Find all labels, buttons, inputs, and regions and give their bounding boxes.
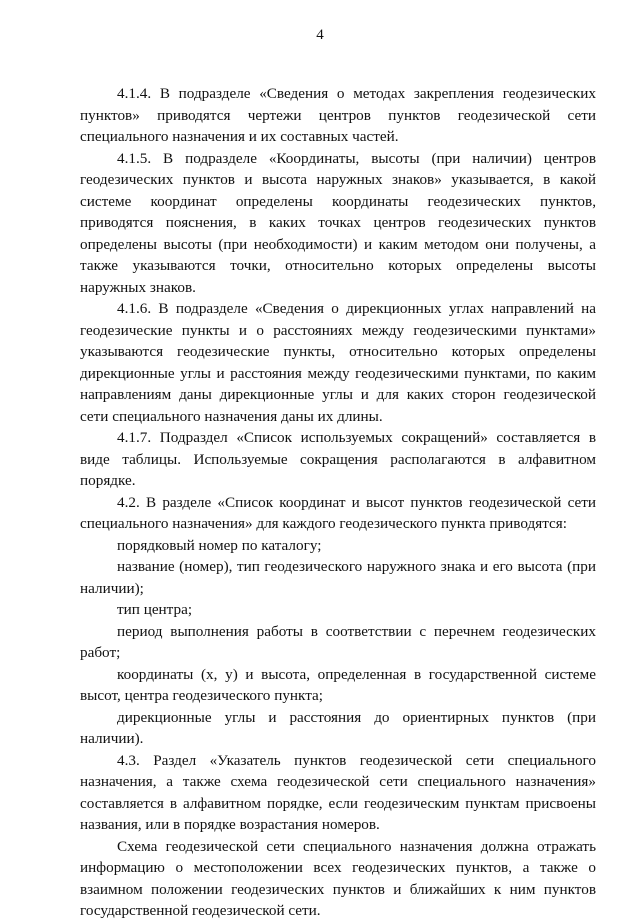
paragraph-4-1-4: 4.1.4. В подразделе «Сведения о методах закрепления геодезических пунктов» приводятся чертежи центров пунктов геодезической сети специального назначения и их составных частей. [80,85,596,145]
paragraph-4-3: 4.3. Раздел «Указатель пунктов геодезической сети специального назначения, а также схема геодезической сети специального назначения» составляется в алфавитном порядке, если геодезическим пунктам присвоены названия, или в порядке возрастания номеров. [80,751,596,833]
list-item-work-period: период выполнения работы в соответствии с перечнем геодезических работ; [80,622,596,661]
document-body [80,83,596,922]
list-item-coordinates-height: координаты (x, y) и высота, определенная в государственной системе высот, центра геодезического пункта; [80,665,596,704]
paragraph-4-1-6: 4.1.6. В подразделе «Сведения о дирекционных углах направлений на геодезические пункты и о расстояниях между геодезическими пунктами» указываются геодезические пункты, относительно которых определены дирекционные углы и расстояния между геодезическими пунктами, по каким направлениям даны дирекционные углы и для каких сторон геодезической сети специального назначения даны их длины. [80,300,596,425]
paragraph-network-scheme: Схема геодезической сети специального назначения должна отражать информацию о местоположении всех геодезических пунктов, а также о взаимном положении геодезических пунктов и ближайших к ним пунктов государственной геодезической сети. [80,837,596,919]
list-item-name-type-height: название (номер), тип геодезического наружного знака и его высота (при наличии); [80,558,596,597]
page-number: 4 [316,27,324,43]
paragraph-4-1-5: 4.1.5. В подразделе «Координаты, высоты (при наличии) центров геодезических пунктов и высота наружных знаков» указывается, в какой системе координат определены координаты геодезических пунктов, приводятся пояснения, в каких точках центров геодезических пунктов определены высоты (при необходимости) и каким методом они получены, а также указываются точки, относительно которых определены высоты наружных знаков. [80,149,596,296]
list-item-directional-angles: дирекционные углы и расстояния до ориентирных пунктов (при наличии). [80,708,596,747]
list-item-catalog-number: порядковый номер по каталогу; [117,536,322,554]
paragraph-4-1-7: 4.1.7. Подраздел «Список используемых сокращений» составляется в виде таблицы. Используемые сокращения располагаются в алфавитном порядке. [80,429,596,489]
list-item-center-type: тип центра; [117,601,193,618]
paragraph-4-2: 4.2. В разделе «Список координат и высот пунктов геодезической сети специального назначения» для каждого геодезического пункта приводятся: [80,493,596,532]
